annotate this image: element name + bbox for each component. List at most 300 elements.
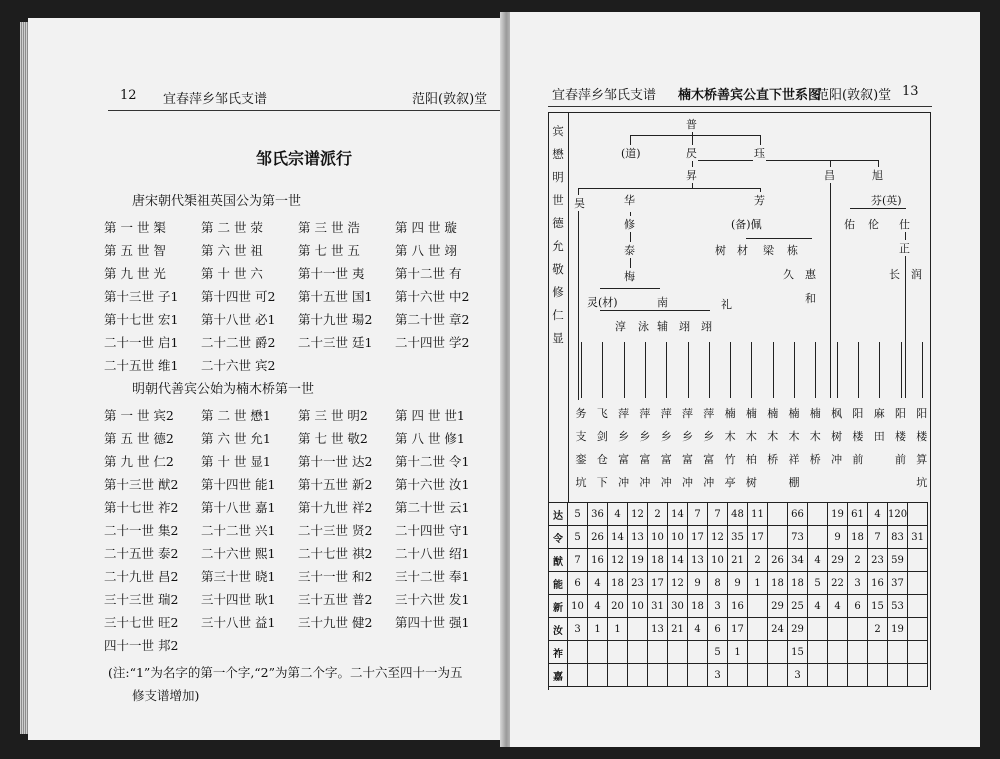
count-cell: 10 [648, 526, 668, 549]
count-cell: 4 [828, 595, 848, 618]
lineage-row [104, 544, 492, 562]
count-row [549, 641, 928, 664]
place-name: 阳楼前 [852, 407, 864, 466]
generation-label: 显 [552, 331, 564, 345]
lineage-entry: 第 十 世 六 [201, 266, 263, 281]
connector [600, 288, 660, 289]
tree-node: 梅 [624, 270, 635, 283]
place-name: 楠木柏树 [745, 407, 757, 489]
count-cell: 4 [868, 503, 888, 526]
tree-node: 旭 [872, 169, 883, 182]
count-cell [588, 641, 608, 664]
right-page [510, 12, 980, 747]
lineage-row [104, 333, 492, 351]
connector [688, 342, 689, 398]
lineage-entry: 二十三世 廷1 [298, 335, 373, 350]
left-header-rule [108, 110, 500, 111]
lineage-entry: 二十二世 兴1 [201, 523, 276, 538]
lineage-row [104, 613, 492, 631]
count-cell: 7 [688, 503, 708, 526]
count-cell [908, 618, 928, 641]
lineage-entry: 第十四世 可2 [201, 289, 276, 304]
count-cell [848, 664, 868, 687]
count-cell [868, 664, 888, 687]
lineage-entry: 三十四世 耿1 [201, 592, 276, 607]
count-cell: 19 [828, 503, 848, 526]
count-cell [848, 618, 868, 641]
generation-count-table [548, 502, 928, 687]
count-cell: 5 [808, 572, 828, 595]
count-cell: 2 [748, 549, 768, 572]
lineage-row [104, 567, 492, 585]
count-cell: 15 [788, 641, 808, 664]
count-cell: 53 [888, 595, 908, 618]
count-cell: 6 [568, 572, 588, 595]
count-row [549, 618, 928, 641]
count-row-label: 新 [549, 595, 568, 618]
generation-label: 宾 [552, 124, 564, 138]
count-row-label: 汝 [549, 618, 568, 641]
count-cell: 19 [888, 618, 908, 641]
generation-label: 世 [552, 193, 564, 207]
lineage-entry: 二十四世 学2 [395, 335, 470, 350]
lineage-entry: 二十七世 祺2 [298, 546, 373, 561]
connector [692, 160, 878, 161]
count-cell [748, 618, 768, 641]
tree-node: 久 [783, 268, 794, 281]
count-cell [628, 641, 648, 664]
count-cell: 10 [708, 549, 728, 572]
count-cell: 73 [788, 526, 808, 549]
count-cell: 8 [708, 572, 728, 595]
lineage-entry: 第 一 世 榘 [104, 220, 166, 235]
tree-node: 梁 [763, 244, 774, 257]
count-cell: 17 [728, 618, 748, 641]
lineage-entry: 二十六世 熙1 [201, 546, 276, 561]
lineage-entry: 二十五世 维1 [104, 358, 179, 373]
count-cell [768, 503, 788, 526]
tree-node: (道) [621, 147, 641, 160]
count-cell: 4 [588, 572, 608, 595]
count-cell: 4 [688, 618, 708, 641]
count-cell [668, 641, 688, 664]
tree-node: 淳 [615, 320, 626, 333]
count-cell: 26 [588, 526, 608, 549]
connector [922, 342, 923, 398]
count-cell: 1 [588, 618, 608, 641]
tree-node: 泳 [638, 320, 649, 333]
count-cell: 22 [828, 572, 848, 595]
lineage-entry: 第 四 世 世1 [395, 408, 465, 423]
count-cell: 16 [868, 572, 888, 595]
count-row [549, 503, 928, 526]
count-cell [688, 664, 708, 687]
count-cell: 35 [728, 526, 748, 549]
left-page [28, 18, 504, 740]
connector [858, 342, 859, 398]
count-cell [908, 549, 928, 572]
connector [630, 135, 760, 136]
lineage-entry: 三十三世 瑞2 [104, 592, 179, 607]
count-cell: 34 [788, 549, 808, 572]
count-cell [908, 572, 928, 595]
lineage-entry: 第十九世 祥2 [298, 500, 373, 515]
page-heading: 邹氏宗谱派行 [256, 149, 353, 168]
lineage-entry: 第十二世 令1 [395, 454, 470, 469]
place-name: 楠木竹亭 [724, 407, 736, 489]
connector [600, 310, 710, 311]
count-cell: 13 [628, 526, 648, 549]
lineage-entry: 三十一世 和2 [298, 569, 373, 584]
connector [630, 135, 631, 145]
lineage-entry: 第十八世 必1 [201, 312, 276, 327]
tree-node: (备)佩 [731, 218, 762, 231]
place-name: 楠木祥棚 [788, 407, 800, 489]
section2-title: 明朝代善宾公始为楠木桥第一世 [132, 382, 315, 397]
count-cell: 11 [748, 503, 768, 526]
connector [581, 342, 582, 398]
count-cell: 7 [568, 549, 588, 572]
count-cell: 16 [728, 595, 748, 618]
lineage-row [104, 218, 492, 236]
lineage-entry: 第 七 世 敬2 [298, 431, 368, 446]
lineage-entry: 第 九 世 光 [104, 266, 166, 281]
frame-top [548, 112, 931, 113]
generation-label: 懋 [552, 147, 564, 161]
lineage-entry: 第十三世 子1 [104, 289, 179, 304]
lineage-entry: 二十五世 泰2 [104, 546, 179, 561]
lineage-entry: 第十五世 国1 [298, 289, 373, 304]
count-cell: 7 [868, 526, 888, 549]
count-cell: 1 [608, 618, 628, 641]
lineage-entry: 第二十世 云1 [395, 500, 470, 515]
count-cell [828, 618, 848, 641]
count-cell: 25 [788, 595, 808, 618]
count-cell: 31 [908, 526, 928, 549]
lineage-entry: 二十六世 宾2 [201, 358, 276, 373]
generation-label: 明 [552, 170, 564, 184]
left-page-number: 12 [120, 88, 137, 103]
lineage-entry: 第十三世 猷2 [104, 477, 179, 492]
count-cell: 9 [688, 572, 708, 595]
count-cell: 31 [648, 595, 668, 618]
tree-node: 树 [715, 244, 726, 257]
tree-node: 伦 [868, 218, 879, 231]
count-cell: 3 [708, 664, 728, 687]
count-cell [888, 664, 908, 687]
count-row-label: 嘉 [549, 664, 568, 687]
count-cell: 48 [728, 503, 748, 526]
count-cell: 29 [768, 595, 788, 618]
lineage-entry: 三十五世 普2 [298, 592, 373, 607]
lineage-entry: 第十六世 汝1 [395, 477, 470, 492]
count-cell: 12 [708, 526, 728, 549]
lineage-entry: 第 四 世 璇 [395, 220, 457, 235]
count-cell: 120 [888, 503, 908, 526]
place-name: 阳楼前 [895, 407, 906, 466]
count-cell: 17 [688, 526, 708, 549]
generation-label: 仁 [552, 308, 564, 322]
count-cell: 19 [628, 549, 648, 572]
lineage-row [104, 406, 492, 424]
tree-node: 珏 [754, 147, 765, 160]
count-cell [628, 618, 648, 641]
tree-node: 芳 [754, 194, 765, 207]
lineage-entry: 第十六世 中2 [395, 289, 470, 304]
lineage-entry: 二十八世 绍1 [395, 546, 470, 561]
place-name: 麻田 [873, 407, 885, 443]
lineage-row [104, 636, 201, 654]
lineage-entry: 第十四世 能1 [201, 477, 276, 492]
generation-label: 敬 [552, 262, 564, 276]
lineage-entry: 第 二 世 荥 [201, 220, 263, 235]
connector [773, 342, 774, 398]
tree-node: 昌 [824, 169, 835, 182]
count-row-label: 达 [549, 503, 568, 526]
lineage-entry: 第 十 世 显1 [201, 454, 271, 469]
count-cell [808, 641, 828, 664]
tree-node: 翊 [679, 320, 690, 333]
lineage-entry: 二十二世 爵2 [201, 335, 276, 350]
frame-right [930, 112, 931, 690]
lineage-entry: 第 六 世 允1 [201, 431, 271, 446]
count-row-label: 祚 [549, 641, 568, 664]
connector [730, 342, 731, 398]
place-name: 务支銮坑 [575, 407, 587, 489]
count-cell [908, 664, 928, 687]
count-cell: 3 [568, 618, 588, 641]
place-name: 楠木桥 [809, 407, 821, 466]
place-name: 萍乡富冲 [639, 407, 651, 489]
count-cell [808, 503, 828, 526]
count-cell: 18 [688, 595, 708, 618]
lineage-row [104, 264, 492, 282]
connector [624, 342, 625, 398]
lineage-row [104, 475, 492, 493]
tree-node: 佑 [844, 218, 855, 231]
count-cell: 30 [668, 595, 688, 618]
count-cell: 37 [888, 572, 908, 595]
tree-node: 长 [889, 268, 900, 281]
tree-node: 栋 [787, 244, 798, 257]
lineage-entry: 第十七世 祚2 [104, 500, 179, 515]
count-cell [828, 641, 848, 664]
count-cell [588, 664, 608, 687]
count-cell: 17 [648, 572, 668, 595]
lineage-entry: 三十八世 益1 [201, 615, 276, 630]
count-row [549, 549, 928, 572]
count-cell: 10 [628, 595, 648, 618]
place-name: 枫树冲 [831, 407, 843, 466]
count-cell: 29 [788, 618, 808, 641]
generation-column-divider [568, 112, 569, 502]
connector [645, 342, 646, 398]
count-cell [628, 664, 648, 687]
count-cell [808, 664, 828, 687]
lineage-entry: 二十四世 守1 [395, 523, 470, 538]
lineage-row [104, 356, 298, 374]
count-cell [748, 641, 768, 664]
place-name: 阳楼算坑 [916, 407, 928, 489]
tree-node: 昊 [574, 197, 585, 210]
lineage-entry: 第十一世 夷 [298, 266, 365, 281]
generation-label: 德 [552, 216, 564, 230]
connector [628, 188, 760, 189]
connector [666, 342, 667, 398]
lineage-entry: 二十一世 启1 [104, 335, 179, 350]
count-cell: 7 [708, 503, 728, 526]
connector [815, 342, 816, 398]
lineage-entry: 第 八 世 修1 [395, 431, 465, 446]
count-cell [668, 664, 688, 687]
count-cell [848, 641, 868, 664]
right-page-number: 13 [902, 84, 919, 99]
lineage-entry: 二十一世 集2 [104, 523, 179, 538]
tree-node: 材 [737, 244, 748, 257]
count-cell: 21 [668, 618, 688, 641]
lineage-row [104, 241, 492, 259]
count-cell [568, 664, 588, 687]
tree-node: 昇 [686, 169, 697, 182]
lineage-entry: 第 八 世 翊 [395, 243, 457, 258]
tree-node: 芬(英) [871, 194, 902, 207]
connector [837, 342, 838, 398]
count-cell: 4 [808, 549, 828, 572]
count-cell: 2 [648, 503, 668, 526]
count-cell: 16 [588, 549, 608, 572]
tree-node: 灵(材) [587, 296, 618, 309]
count-cell [648, 664, 668, 687]
lineage-entry: 第十二世 有 [395, 266, 462, 281]
count-cell: 2 [868, 618, 888, 641]
connector [602, 342, 603, 398]
tree-node: 和 [805, 292, 816, 305]
tree-node: 辅 [657, 320, 668, 333]
tree-node: 修 [624, 218, 635, 231]
lineage-row [104, 452, 492, 470]
lineage-entry: 第 三 世 浩 [298, 220, 360, 235]
lineage-row [104, 429, 492, 447]
lineage-entry: 第 七 世 五 [298, 243, 360, 258]
note-line-1: (注:“1”为名字的第一个字,“2”为第二个字。二十六至四十一为五 [108, 665, 463, 680]
chart-title: 楠木桥善宾公直下世系图 [678, 88, 822, 103]
count-cell: 6 [708, 618, 728, 641]
connector [578, 188, 628, 189]
count-cell: 66 [788, 503, 808, 526]
count-row [549, 572, 928, 595]
count-cell: 23 [628, 572, 648, 595]
count-cell: 6 [848, 595, 868, 618]
right-running-title: 宜春萍乡邹氏支谱 [552, 88, 657, 103]
count-row-label: 令 [549, 526, 568, 549]
lineage-row [104, 498, 492, 516]
lineage-row [104, 521, 492, 539]
right-header-rule [548, 106, 932, 107]
lineage-row [104, 590, 492, 608]
lineage-entry: 第 三 世 明2 [298, 408, 368, 423]
count-cell [888, 641, 908, 664]
count-cell: 3 [708, 595, 728, 618]
lineage-row [104, 287, 492, 305]
place-name: 飞剑仓下 [596, 407, 608, 489]
count-cell: 18 [648, 549, 668, 572]
lineage-entry: 第 五 世 德2 [104, 431, 174, 446]
lineage-entry: 四十一世 邦2 [104, 638, 179, 653]
connector [751, 342, 752, 398]
count-cell: 14 [608, 526, 628, 549]
count-cell: 3 [788, 664, 808, 687]
count-cell: 2 [848, 549, 868, 572]
count-cell: 83 [888, 526, 908, 549]
count-cell: 1 [728, 641, 748, 664]
count-row [549, 526, 928, 549]
count-cell [608, 664, 628, 687]
tree-node: 华 [624, 194, 635, 207]
count-cell [688, 641, 708, 664]
count-cell: 17 [748, 526, 768, 549]
count-cell [748, 595, 768, 618]
lineage-entry: 第十八世 嘉1 [201, 500, 276, 515]
right-hall-name: 范阳(敦叙)堂 [816, 88, 892, 103]
count-cell: 12 [668, 572, 688, 595]
tree-node: 惠 [805, 268, 816, 281]
lineage-entry: 第 五 世 智 [104, 243, 166, 258]
count-cell [648, 641, 668, 664]
count-cell: 18 [768, 572, 788, 595]
count-cell: 59 [888, 549, 908, 572]
place-name: 楠木桥 [767, 407, 779, 466]
count-cell: 20 [608, 595, 628, 618]
tree-node: 润 [911, 268, 922, 281]
lineage-entry: 第 二 世 懋1 [201, 408, 271, 423]
count-cell: 15 [868, 595, 888, 618]
tree-node: 昃 [686, 147, 697, 160]
count-cell: 5 [568, 503, 588, 526]
count-cell: 13 [648, 618, 668, 641]
count-cell: 21 [728, 549, 748, 572]
place-name: 萍乡富冲 [682, 407, 693, 489]
count-cell: 24 [768, 618, 788, 641]
lineage-entry: 第二十世 章2 [395, 312, 470, 327]
count-cell [568, 641, 588, 664]
count-row [549, 664, 928, 687]
lineage-entry: 第十七世 宏1 [104, 312, 179, 327]
count-cell [908, 595, 928, 618]
place-name: 萍乡富冲 [660, 407, 672, 489]
count-row [549, 595, 928, 618]
count-cell: 18 [788, 572, 808, 595]
lineage-entry: 第 一 世 宾2 [104, 408, 174, 423]
count-cell: 36 [588, 503, 608, 526]
count-cell: 18 [608, 572, 628, 595]
lineage-entry: 第 九 世 仁2 [104, 454, 174, 469]
tree-node: 南 [657, 296, 668, 309]
connector [830, 180, 831, 398]
connector [760, 135, 761, 145]
count-cell: 12 [628, 503, 648, 526]
count-cell [808, 618, 828, 641]
lineage-entry: 第四十世 强1 [395, 615, 470, 630]
connector [578, 188, 579, 400]
tree-node: 礼 [721, 298, 732, 311]
count-cell: 12 [608, 549, 628, 572]
count-cell: 5 [568, 526, 588, 549]
count-cell: 29 [828, 549, 848, 572]
count-cell: 23 [868, 549, 888, 572]
lineage-entry: 第十五世 新2 [298, 477, 373, 492]
count-cell: 4 [808, 595, 828, 618]
count-cell: 9 [728, 572, 748, 595]
